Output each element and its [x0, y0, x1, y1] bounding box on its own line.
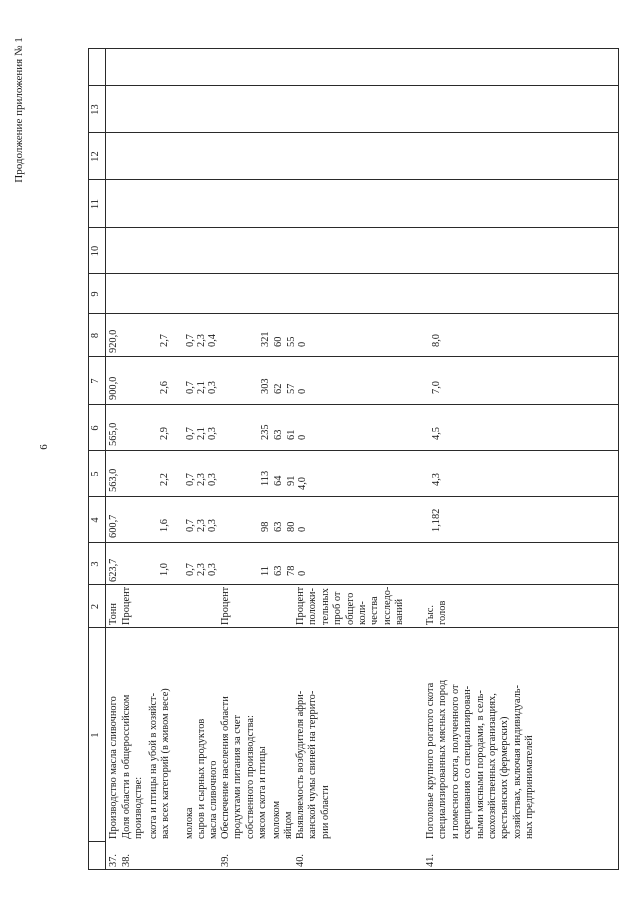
value-cell: 0,7	[185, 473, 196, 486]
value-cell: 0,3	[207, 473, 218, 486]
row-number: 39.	[220, 854, 231, 867]
row-number: 40.	[295, 854, 306, 867]
col-rule	[88, 869, 619, 870]
value-cell: 0,7	[185, 563, 196, 576]
value-cell: 60	[273, 336, 284, 347]
col-rule	[88, 404, 619, 405]
value-cell: 2,6	[159, 381, 170, 394]
unit-cell: Процент	[220, 586, 231, 625]
table-sheet	[88, 48, 619, 870]
value-cell: 0,3	[207, 519, 218, 532]
value-cell: 303	[260, 378, 271, 394]
row-number: 41.	[425, 854, 436, 867]
colnum-3: 3	[90, 561, 101, 567]
value-cell: 7,0	[431, 381, 442, 394]
colnum-5: 5	[90, 471, 101, 477]
row-number: 37.	[108, 854, 119, 867]
value-cell: 2,7	[159, 334, 170, 347]
value-cell: 0,3	[207, 563, 218, 576]
row-label: Поголовье крупного рогатого скота специализированных мясных пород и помесного скота, полученного от скрещивания со специализирован- ными мясными породами, в сель- скохозяйственных организациях, крестьянских (фермерских) хозяйствах, включая индивидуаль- ных предпринимателей	[425, 679, 536, 839]
value-cell: 0	[297, 570, 308, 576]
col-rule	[88, 584, 619, 585]
row-label: Выявляемость возбудителя афри- канской чумы свиней на террито- рии области	[295, 690, 331, 839]
colnum-7: 7	[90, 378, 101, 384]
value-cell: 2,9	[159, 427, 170, 440]
colnum-13: 13	[90, 104, 101, 115]
value-cell: 0	[297, 341, 308, 347]
unit-cell: Процент положи- тельных проб от общего коли- чества исследо- ваний	[295, 586, 406, 625]
col-rule	[88, 48, 619, 49]
value-cell: 4,5	[431, 427, 442, 440]
value-cell: 113	[260, 470, 271, 486]
colnum-4: 4	[90, 517, 101, 523]
row-label: молоком	[271, 800, 282, 839]
value-cell: 0	[297, 388, 308, 394]
row-label: Обеспечение населения области продуктами питания за счет собственного производства:	[220, 696, 256, 839]
col-rule	[88, 496, 619, 497]
row-number: 38.	[121, 854, 132, 867]
row-label: сыров и сырных продуктов	[196, 718, 207, 839]
value-cell: 2,3	[196, 519, 207, 532]
value-cell: 0,3	[207, 427, 218, 440]
value-cell: 2,1	[196, 427, 207, 440]
unit-cell: Процент	[121, 586, 132, 625]
row-label: молока	[184, 807, 195, 839]
value-cell: 563,0	[108, 468, 119, 492]
value-cell: 63	[273, 521, 284, 532]
colnum-1: 1	[90, 732, 101, 738]
value-cell: 900,0	[108, 376, 119, 400]
unit-cell: Тыс. голов	[425, 600, 449, 625]
colnum-9: 9	[90, 291, 101, 297]
value-cell: 565,0	[108, 422, 119, 446]
colnum-12: 12	[90, 151, 101, 162]
value-cell: 1,0	[159, 563, 170, 576]
value-cell: 321	[260, 331, 271, 347]
col-rule	[88, 356, 619, 357]
col-rule	[88, 179, 619, 180]
table-border-top	[88, 48, 89, 870]
value-cell: 98	[260, 521, 271, 532]
row-label: Производство масла сливочного	[108, 696, 119, 839]
col-rule	[88, 227, 619, 228]
row-label: Доля области в общероссийском производстве:	[121, 694, 145, 839]
value-cell: 4,0	[297, 477, 308, 490]
row-label: мясом скота и птицы	[257, 746, 268, 839]
value-cell: 80	[286, 521, 297, 532]
colnum-8: 8	[90, 332, 101, 339]
value-cell: 63	[273, 429, 284, 440]
colnum-2: 2	[90, 603, 101, 610]
header-rule	[105, 48, 106, 870]
value-cell: 235	[260, 424, 271, 440]
col-rule	[88, 627, 619, 628]
value-cell: 55	[286, 336, 297, 347]
value-cell: 920,0	[108, 329, 119, 353]
row-label: масла сливочного	[208, 760, 219, 839]
col-rule	[88, 313, 619, 314]
value-cell: 0,7	[185, 427, 196, 440]
row-label: скота и птицы на убой в хозяйст- вах всех категорий (в живом весе)	[148, 688, 172, 839]
value-cell: 78	[286, 565, 297, 576]
value-cell: 0,4	[207, 334, 218, 347]
value-cell: 0	[297, 434, 308, 440]
colnum-11: 11	[90, 199, 101, 210]
value-cell: 61	[286, 429, 297, 440]
value-cell: 600,7	[108, 514, 119, 538]
col-rule	[88, 542, 619, 543]
table-border-bottom	[618, 48, 619, 870]
value-cell: 0,7	[185, 381, 196, 394]
value-cell: 62	[273, 383, 284, 394]
col-rule	[88, 132, 619, 133]
col-rule	[88, 273, 619, 274]
unit-cell: Тонн	[108, 603, 119, 625]
value-cell: 623,7	[108, 558, 119, 582]
value-cell: 8,0	[431, 334, 442, 347]
value-cell: 63	[273, 565, 284, 576]
value-cell: 0,7	[185, 334, 196, 347]
value-cell: 2,2	[159, 473, 170, 486]
col-rule	[88, 450, 619, 451]
row-label: яйцом	[283, 811, 294, 839]
colnum-10: 10	[90, 245, 101, 257]
value-cell: 0	[297, 526, 308, 532]
value-cell: 11	[260, 565, 271, 576]
value-cell: 64	[273, 475, 284, 486]
value-cell: 57	[286, 383, 297, 394]
value-cell: 4,3	[431, 473, 442, 486]
value-cell: 0,3	[207, 381, 218, 394]
colnum-6: 6	[90, 425, 101, 431]
value-cell: 2,3	[196, 563, 207, 576]
col-rule	[88, 85, 619, 86]
value-cell: 91	[286, 475, 297, 486]
value-cell: 2,1	[196, 381, 207, 394]
value-cell: 1,182	[431, 508, 442, 532]
value-cell: 0,7	[185, 519, 196, 532]
value-cell: 2,3	[196, 473, 207, 486]
value-cell: 1,6	[159, 519, 170, 532]
value-cell: 2,3	[196, 334, 207, 347]
